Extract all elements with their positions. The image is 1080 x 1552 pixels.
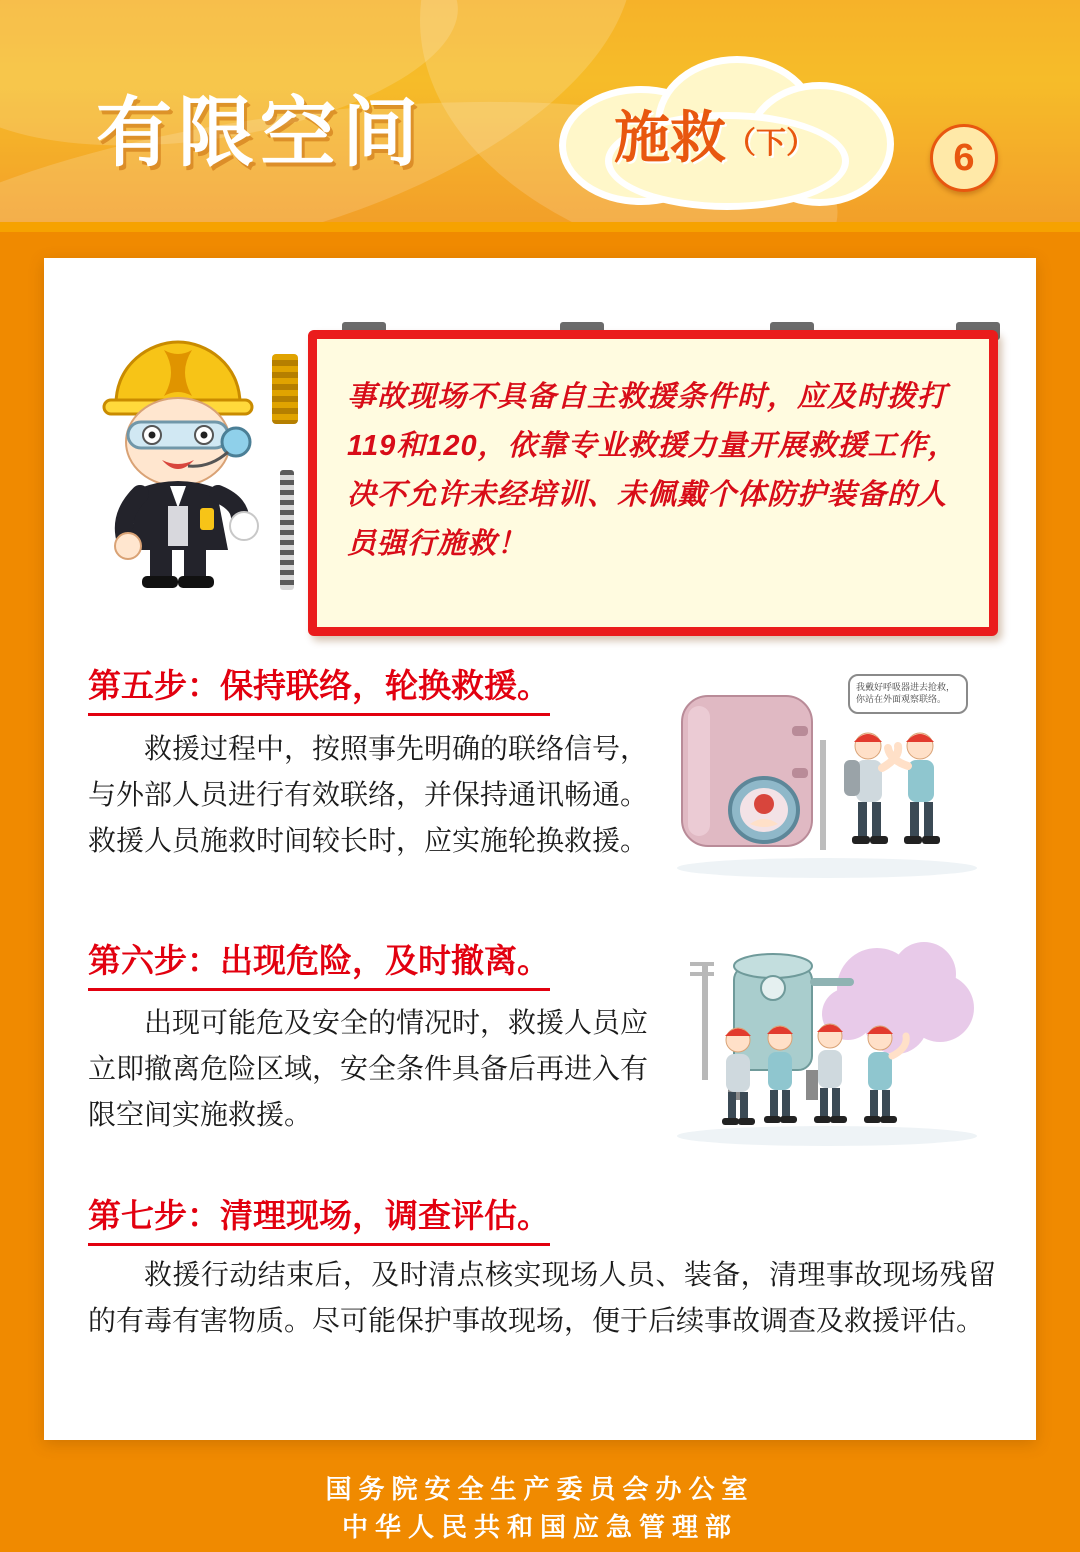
poster-footer (0, 1452, 1080, 1552)
notice-board (290, 320, 990, 620)
section-body-7: 救援行动结束后，及时清点核实现场人员、装备，清理事故现场残留的有毒有害物质。尽可能保护事故现场，便于后续事故调查及救援评估。 (88, 1259, 996, 1336)
notice-frame (308, 330, 998, 636)
page-title: 有限空间 (96, 91, 424, 176)
board-spring-left (272, 354, 298, 424)
topic-label-suffix: （下） (726, 127, 816, 160)
mascot-safety-worker (78, 330, 278, 590)
tank-rescue-illustration (672, 672, 982, 882)
footer-line-1: 国务院安全生产委员会办公室 (325, 1474, 755, 1504)
section-body-6: 出现可能危及安全的情况时，救援人员应立即撤离危险区域，安全条件具备后再进入有限空间实施救援。 (88, 1007, 649, 1130)
page-number-badge: 6 (930, 124, 998, 192)
topic-label-main: 施救 (614, 106, 726, 169)
poster-header (0, 0, 1080, 228)
section-body-5: 救援过程中，按照事先明确的联络信号，与外部人员进行有效联络，并保持通讯畅通。救援人员施救时间较长时，应实施轮换救援。 (88, 733, 649, 856)
section-heading-7: 第七步：清理现场，调查评估。 (88, 1190, 550, 1246)
topic-cloud-badge (545, 56, 885, 196)
notice-text: 事故现场不具备自主救援条件时，应及时拨打119和120，依靠专业救援力量开展救援工作，决不允许未经培训、未佩戴个体防护装备的人员强行施救！ (347, 381, 958, 560)
section-heading-5: 第五步：保持联络，轮换救援。 (88, 660, 550, 716)
board-spiral-left (280, 470, 294, 590)
footer-line-2: 中华人民共和国应急管理部 (341, 1512, 738, 1542)
section-heading-6: 第六步：出现危险，及时撤离。 (88, 935, 550, 991)
header-divider (0, 222, 1080, 232)
topic-label (545, 94, 885, 174)
gas-leak-evacuation-illustration (672, 930, 982, 1150)
speech-bubble: 我戴好呼吸器进去抢救，你站在外面观察联络。 (848, 674, 968, 714)
